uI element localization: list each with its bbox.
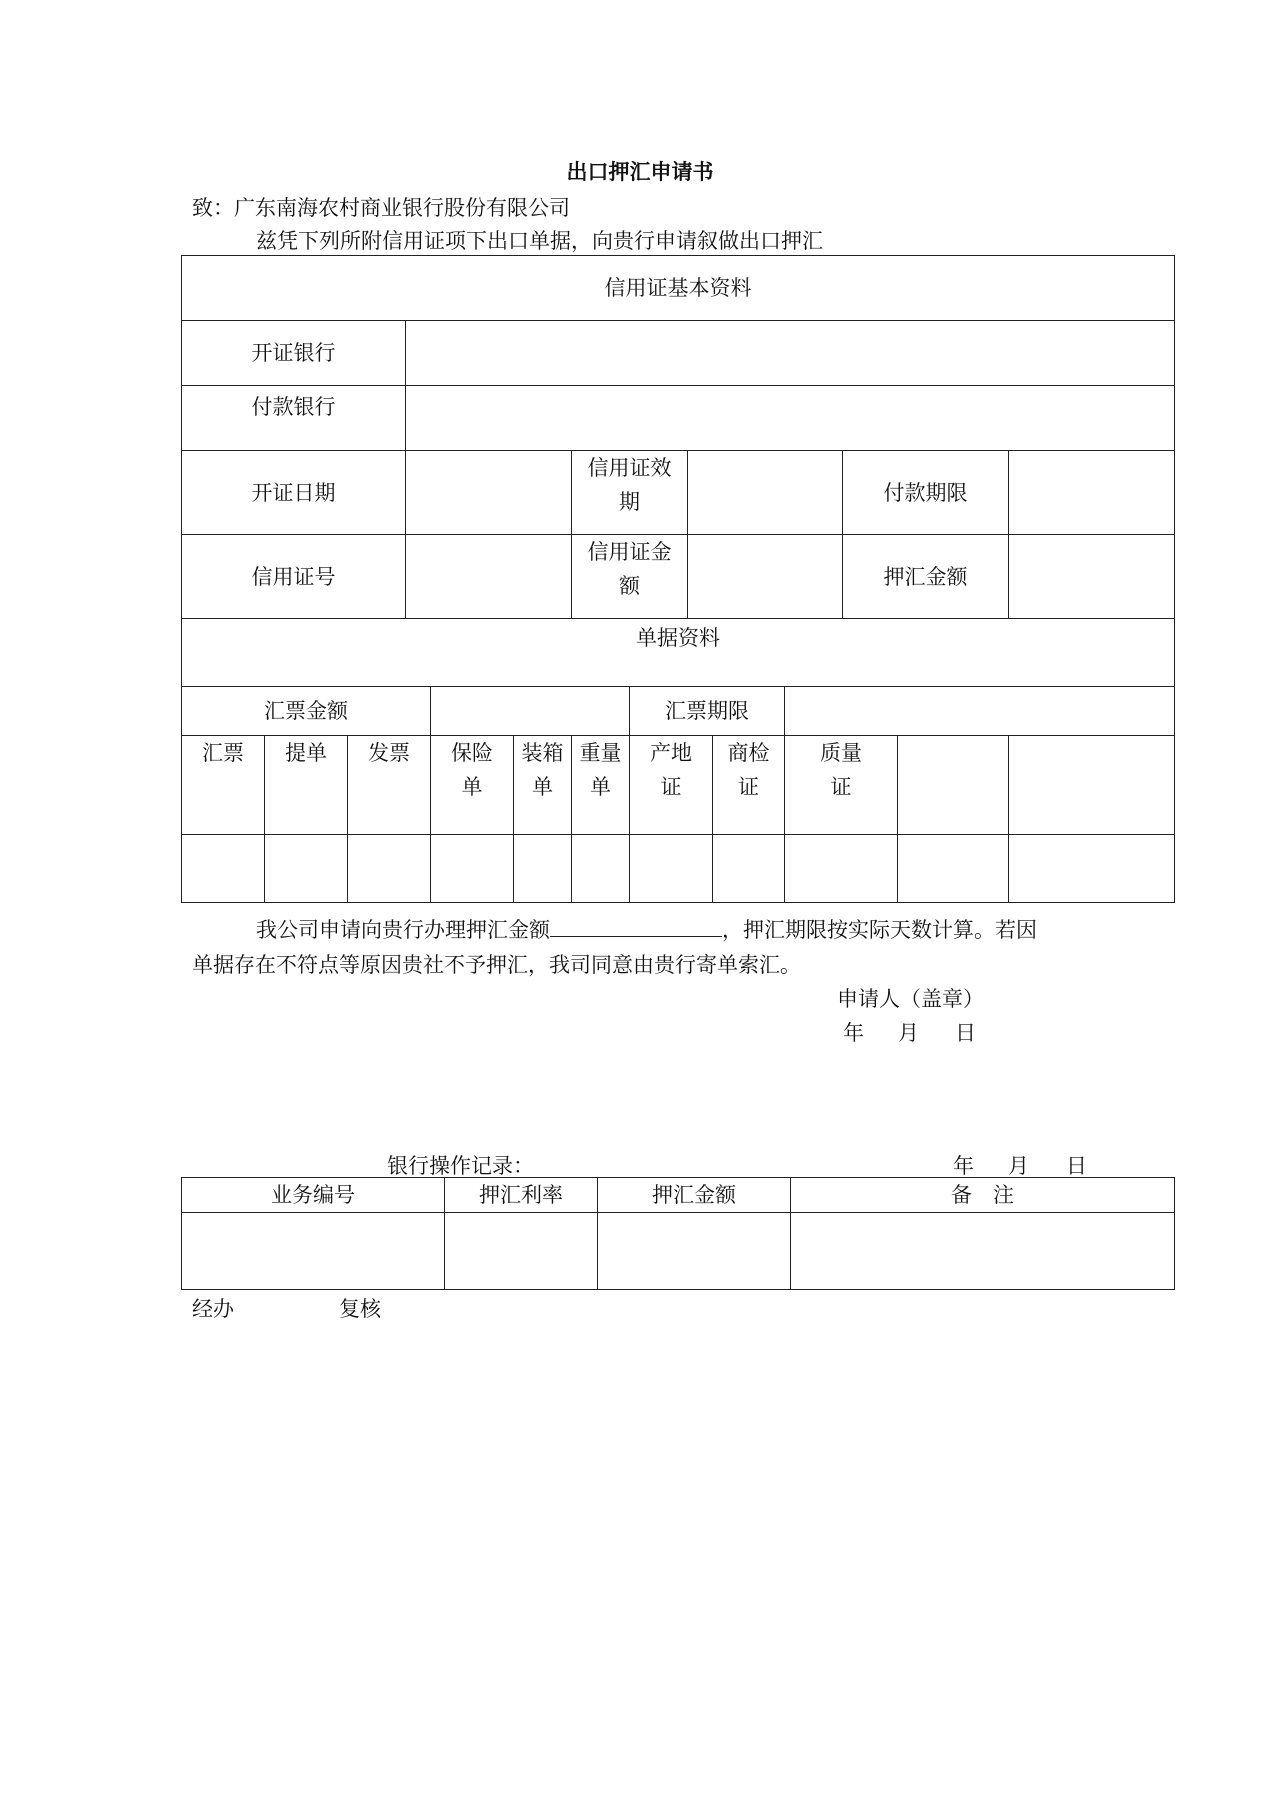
handler-label: 经办 xyxy=(192,1297,234,1321)
applicant-year: 年 xyxy=(843,1021,864,1045)
validity-label: 信用证效 期 xyxy=(572,451,688,535)
remarks-field[interactable] xyxy=(791,1213,1175,1290)
applicant-month: 月 xyxy=(898,1021,919,1045)
validity-field[interactable] xyxy=(688,451,843,535)
record-nego-amount-field[interactable] xyxy=(598,1213,791,1290)
doc-count-cell[interactable] xyxy=(265,835,348,903)
addressee: 致：广东南海农村商业银行股份有限公司 xyxy=(192,196,570,220)
bank-record-table xyxy=(181,1177,1175,1290)
lc-amount-label: 信用证金 额 xyxy=(572,535,688,619)
column-header: 业务编号 xyxy=(182,1178,445,1213)
nego-amount-label: 押汇金额 xyxy=(843,535,1009,619)
lc-info-table xyxy=(181,255,1175,903)
intro-text: 兹凭下列所附信用证项下出口单据，向贵行申请叙做出口押汇 xyxy=(256,229,823,253)
lc-section-heading: 信用证基本资料 xyxy=(182,256,1175,321)
doc-section-heading: 单据资料 xyxy=(182,619,1175,687)
bank-record-label: 银行操作记录： xyxy=(387,1154,534,1178)
doc-type-inspection-cert: 商检 证 xyxy=(713,736,785,835)
nego-amount-field[interactable] xyxy=(1009,535,1175,619)
doc-type-packing-list: 装箱 单 xyxy=(514,736,572,835)
issuing-bank-label: 开证银行 xyxy=(182,321,406,386)
paying-bank-label: 付款银行 xyxy=(182,386,406,451)
bank-record-year: 年 xyxy=(953,1154,974,1178)
doc-count-cell[interactable] xyxy=(572,835,630,903)
doc-count-cell[interactable] xyxy=(182,835,265,903)
payment-term-field[interactable] xyxy=(1009,451,1175,535)
lc-amount-field[interactable] xyxy=(688,535,843,619)
doc-type-bill-of-lading: 提单 xyxy=(265,736,348,835)
doc-count-cell[interactable] xyxy=(514,835,572,903)
doc-count-cell[interactable] xyxy=(898,835,1009,903)
applicant-day: 日 xyxy=(955,1021,976,1045)
reviewer-label: 复核 xyxy=(339,1297,381,1321)
issue-date-label: 开证日期 xyxy=(182,451,406,535)
page-title: 出口押汇申请书 xyxy=(566,159,714,184)
doc-type-blank-2 xyxy=(1009,736,1175,835)
doc-count-cell[interactable] xyxy=(1009,835,1175,903)
doc-type-origin-cert: 产地 证 xyxy=(630,736,713,835)
draft-term-label: 汇票期限 xyxy=(630,687,785,736)
doc-type-insurance: 保险 单 xyxy=(431,736,514,835)
lc-number-field[interactable] xyxy=(406,535,572,619)
doc-count-cell[interactable] xyxy=(348,835,431,903)
bank-record-day: 日 xyxy=(1066,1154,1087,1178)
payment-term-label: 付款期限 xyxy=(843,451,1009,535)
column-header: 押汇利率 xyxy=(445,1178,598,1213)
doc-type-weight-list: 重量 单 xyxy=(572,736,630,835)
lc-number-label: 信用证号 xyxy=(182,535,406,619)
doc-count-cell[interactable] xyxy=(785,835,898,903)
nego-rate-field[interactable] xyxy=(445,1213,598,1290)
doc-type-blank-1 xyxy=(898,736,1009,835)
nego-amount-blank[interactable] xyxy=(550,914,722,937)
doc-count-cell[interactable] xyxy=(713,835,785,903)
doc-type-quality-cert: 质量 证 xyxy=(785,736,898,835)
doc-count-cell[interactable] xyxy=(630,835,713,903)
column-header: 备 注 xyxy=(791,1178,1175,1213)
doc-type-invoice: 发票 xyxy=(348,736,431,835)
doc-type-draft: 汇票 xyxy=(182,736,265,835)
issue-date-field[interactable] xyxy=(406,451,572,535)
draft-amount-label: 汇票金额 xyxy=(182,687,431,736)
draft-term-field[interactable] xyxy=(785,687,1175,736)
draft-amount-field[interactable] xyxy=(431,687,630,736)
declaration-line-2: 单据存在不符点等原因贵社不予押汇，我司同意由贵行寄单索汇。 xyxy=(192,953,801,977)
declaration-line-1: 我公司申请向贵行办理押汇金额 ，押汇期限按实际天数计算。若因 xyxy=(256,914,1037,944)
paying-bank-field[interactable] xyxy=(406,386,1175,451)
issuing-bank-field[interactable] xyxy=(406,321,1175,386)
doc-count-cell[interactable] xyxy=(431,835,514,903)
applicant-seal-label: 申请人（盖章） xyxy=(837,987,984,1011)
bank-record-month: 月 xyxy=(1008,1154,1029,1178)
business-number-field[interactable] xyxy=(182,1213,445,1290)
column-header: 押汇金额 xyxy=(598,1178,791,1213)
